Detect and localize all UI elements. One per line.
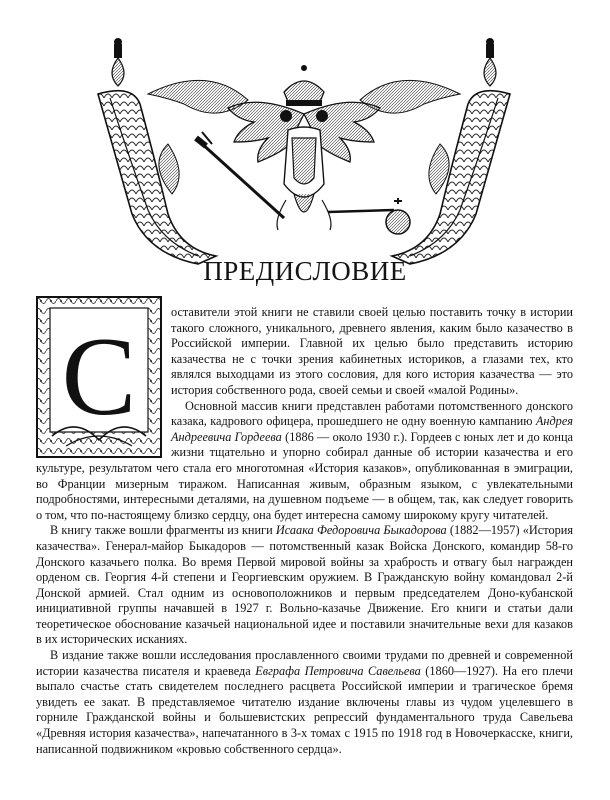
dropcap-spacer: [36, 305, 171, 457]
paragraph-4: В издание также вошли исследования прославленного своими трудами по древней и современной истории казачества писателя и краеведа Евграфа Петровича Савельева (1860—1927). На его плечи выпало счастье стать свидетелем последнего расцвета Российской империи и трагическое бремя увидеть ее закат. В представляемое читателю издание включены главы из чудом уцелевшего в горниле Гражданской войны и большевистских репрессий фундаментального труда Савельева «Древняя история казачества», напечатанного в 3-х томах с 1915 по 1918 год в Новочеркасске, книги, написанной подвижником «кровью собственного сердца».: [36, 648, 573, 756]
crown-icon: [284, 65, 324, 106]
eagle-crest-ornament: [88, 34, 520, 266]
left-finial-icon: [112, 38, 124, 86]
author-name-saveliev: Евграфа Петровича Савельева: [255, 663, 421, 678]
author-name-gordeev: Андрея Андреевича Гордеева: [171, 414, 573, 444]
paragraph-1: оставители этой книги не ставили своей целью поставить точку в истории такого сложного, уникального, древнего явления, каким было казачество в Российской империи. Главной их целью было представить историю казачества не с точки зрения кабинетных историков, а глазами тех, кто являлся выходцами из этого сословия, для кого история казачества — это история собственного рода, своей семьи и своей «малой Родины».: [171, 305, 573, 397]
orb-icon: [328, 198, 410, 234]
author-name-bykadorov: Исаака Федоровича Быкадорова: [275, 523, 447, 538]
right-finial-icon: [484, 38, 496, 86]
paragraph-3: В книгу также вошли фрагменты из книги Исаака Федоровича Быкадорова (1882—1957) «История казачества». Генерал-майор Быкадоров — потомственный казак Войска Донского, командир 58-го Донского казачьего полка. Во время Первой мировой войны за храбрость и отвагу был награжден орденом св. Георгия 4-й степени и Георгиевским оружием. В Гражданскую войну командовал 2-й Донской армией. Стал одним из основоположников и первым председателем Доно-кубанской инициативной группы начавшей в 1927 г. Вольно-казачье Движение. Его книги и статьи дали теоретическое обоснование казачьей национальной идее и поставили значительные вехи для казаков в их исторических исканиях.: [36, 523, 573, 647]
paragraph-2: Основной массив книги представлен работами потомственного донского казака, кадрового офицера, прошедшего не одну военную кампанию Андрея Андреевича Гордеева (1886 — около 1930 г.). Гордеев с юных лет и до конца жизни тщательно и упорно собирал данные об истории казачества и его культуре, результатом чего стала его многотомная «История казаков», опубликованная в эмиграции, во Франции мизерным тиражом. Написанная живым, образным языком, с увлекательными подробностями, интересными деталями, на душевном подъеме — в общем, так, как следует говорить о том, что по-настоящему близко сердцу, она будет интересна самому широкому кругу читателей.: [36, 398, 573, 522]
dropcap-letter: С: [61, 315, 137, 439]
chapter-title: ПРЕДИСЛОВИЕ: [203, 256, 407, 286]
article-body: [36, 305, 573, 757]
